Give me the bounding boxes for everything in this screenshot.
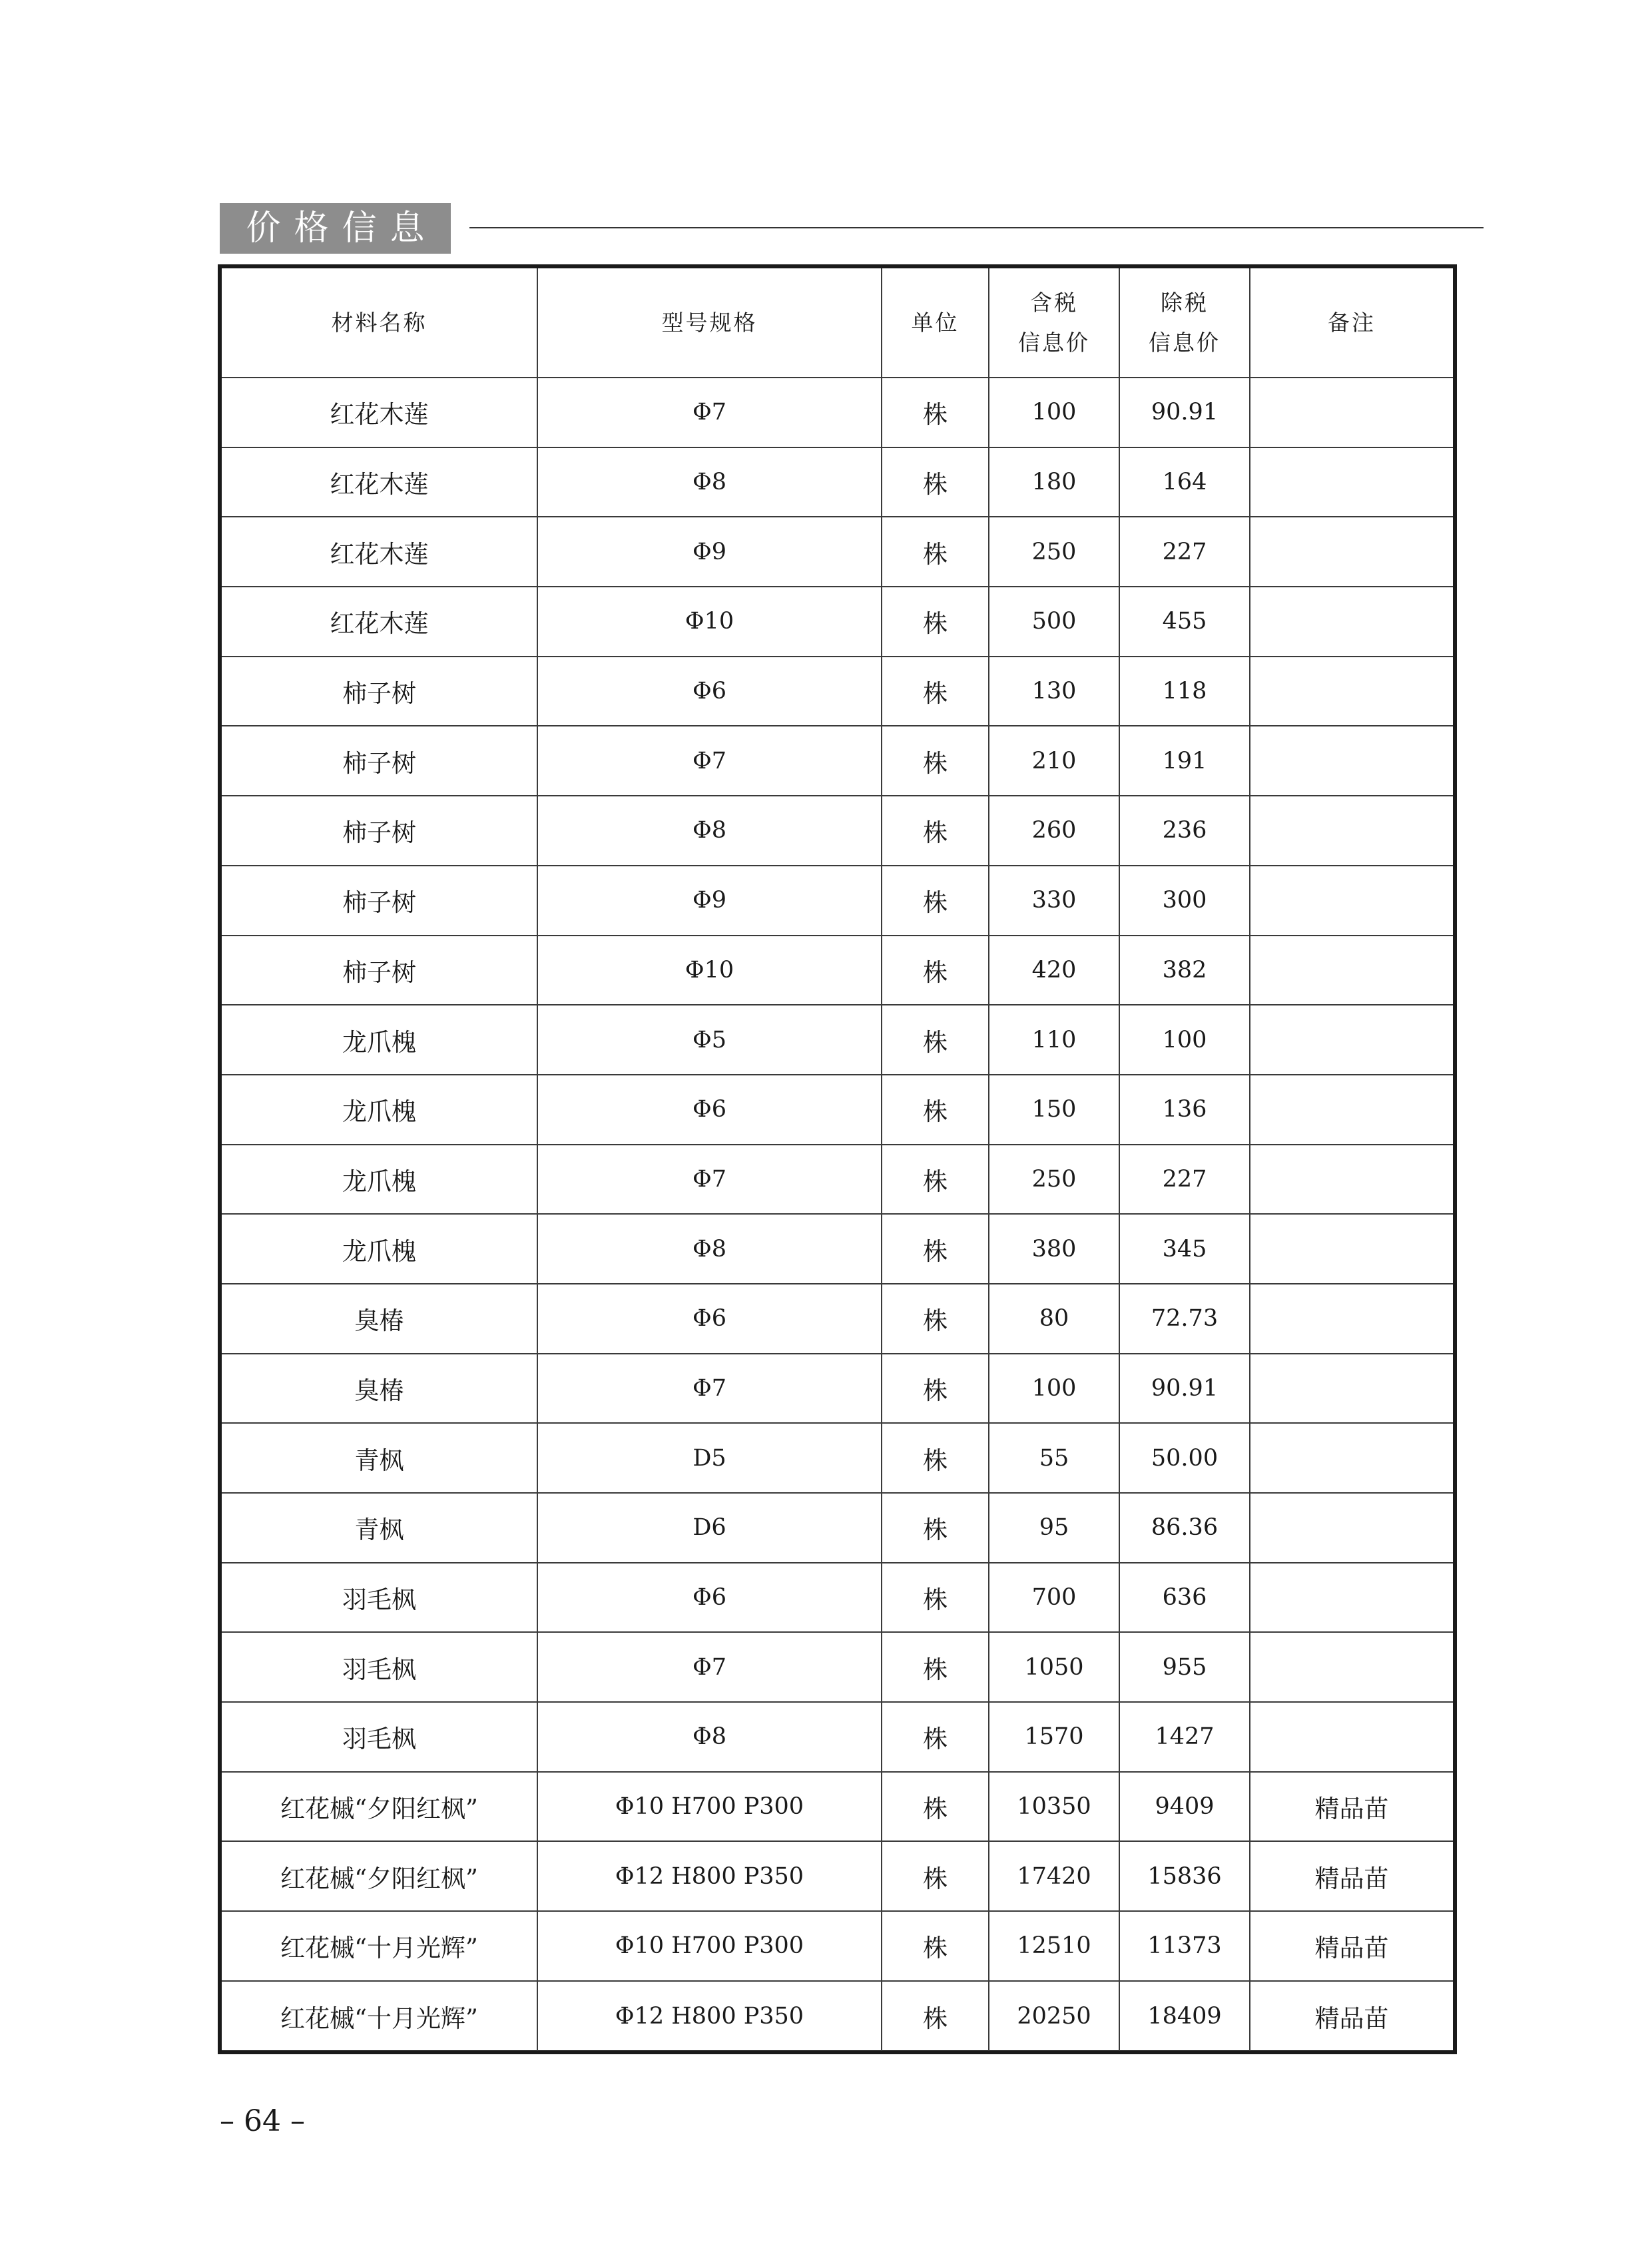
- cell-tax-incl-price: 150: [989, 1075, 1119, 1145]
- cell-tax-excl-price: 18409: [1119, 1981, 1250, 2051]
- cell-tax-incl-price: 260: [989, 796, 1119, 866]
- cell-spec: Φ7: [537, 1632, 882, 1702]
- table-row: [222, 447, 1453, 517]
- cell-unit: 株: [882, 1632, 989, 1702]
- cell-note: [1250, 587, 1453, 657]
- cell-note: 精品苗: [1250, 1911, 1453, 1981]
- cell-note: 精品苗: [1250, 1841, 1453, 1911]
- cell-note: [1250, 1563, 1453, 1633]
- cell-tax-incl-price: 1570: [989, 1702, 1119, 1772]
- cell-name: 红花木莲: [222, 447, 537, 517]
- column-header-name: 材料名称: [222, 268, 537, 378]
- cell-tax-incl-price: 330: [989, 866, 1119, 936]
- cell-tax-excl-price: 164: [1119, 447, 1250, 517]
- cell-tax-excl-price: 50.00: [1119, 1423, 1250, 1493]
- cell-tax-incl-price: 210: [989, 726, 1119, 796]
- table-header-row: [222, 268, 1453, 378]
- table-row: [222, 378, 1453, 447]
- cell-note: [1250, 657, 1453, 726]
- cell-spec: Φ6: [537, 1563, 882, 1633]
- cell-spec: Φ7: [537, 1145, 882, 1215]
- table-body: [222, 378, 1453, 2051]
- cell-note: [1250, 866, 1453, 936]
- cell-unit: 株: [882, 657, 989, 726]
- cell-tax-excl-price: 345: [1119, 1214, 1250, 1284]
- table-row: [222, 1911, 1453, 1981]
- cell-spec: Φ12 H800 P350: [537, 1981, 882, 2051]
- cell-tax-incl-price: 55: [989, 1423, 1119, 1493]
- column-header-tax-excl-line2: 信息价: [1149, 329, 1221, 356]
- cell-spec: Φ5: [537, 1005, 882, 1075]
- cell-spec: Φ10: [537, 936, 882, 1005]
- cell-tax-incl-price: 12510: [989, 1911, 1119, 1981]
- column-header-tax-incl-line1: 含税: [1030, 289, 1078, 316]
- cell-spec: Φ7: [537, 726, 882, 796]
- cell-spec: D5: [537, 1423, 882, 1493]
- cell-tax-incl-price: 420: [989, 936, 1119, 1005]
- cell-spec: Φ8: [537, 1702, 882, 1772]
- cell-spec: D6: [537, 1493, 882, 1563]
- column-header-unit: 单位: [882, 268, 989, 378]
- cell-unit: 株: [882, 1981, 989, 2051]
- cell-tax-excl-price: 9409: [1119, 1772, 1250, 1842]
- cell-tax-incl-price: 500: [989, 587, 1119, 657]
- cell-tax-excl-price: 90.91: [1119, 1354, 1250, 1424]
- cell-note: [1250, 1423, 1453, 1493]
- column-header-tax-incl: [989, 268, 1119, 378]
- cell-tax-excl-price: 191: [1119, 726, 1250, 796]
- cell-spec: Φ8: [537, 796, 882, 866]
- cell-spec: Φ9: [537, 866, 882, 936]
- cell-name: 红花木莲: [222, 517, 537, 587]
- cell-tax-incl-price: 700: [989, 1563, 1119, 1633]
- section-header: [220, 203, 1484, 254]
- cell-note: [1250, 796, 1453, 866]
- cell-tax-incl-price: 17420: [989, 1841, 1119, 1911]
- cell-note: [1250, 1214, 1453, 1284]
- table-row: [222, 1981, 1453, 2051]
- cell-name: 柿子树: [222, 796, 537, 866]
- cell-spec: Φ12 H800 P350: [537, 1841, 882, 1911]
- column-header-tax-incl-line2: 信息价: [1018, 329, 1090, 356]
- cell-unit: 株: [882, 1354, 989, 1424]
- cell-tax-excl-price: 86.36: [1119, 1493, 1250, 1563]
- cell-name: 羽毛枫: [222, 1702, 537, 1772]
- cell-unit: 株: [882, 1841, 989, 1911]
- cell-name: 红花槭“夕阳红枫”: [222, 1841, 537, 1911]
- cell-spec: Φ10 H700 P300: [537, 1772, 882, 1842]
- cell-note: [1250, 447, 1453, 517]
- cell-unit: 株: [882, 517, 989, 587]
- cell-tax-incl-price: 95: [989, 1493, 1119, 1563]
- cell-tax-incl-price: 20250: [989, 1981, 1119, 2051]
- cell-spec: Φ6: [537, 1075, 882, 1145]
- price-table-frame: [218, 264, 1457, 2054]
- cell-tax-incl-price: 80: [989, 1284, 1119, 1354]
- cell-note: [1250, 1005, 1453, 1075]
- cell-name: 红花木莲: [222, 587, 537, 657]
- cell-spec: Φ9: [537, 517, 882, 587]
- table-row: [222, 517, 1453, 587]
- cell-tax-excl-price: 227: [1119, 1145, 1250, 1215]
- cell-name: 羽毛枫: [222, 1632, 537, 1702]
- cell-spec: Φ8: [537, 1214, 882, 1284]
- cell-tax-incl-price: 180: [989, 447, 1119, 517]
- cell-note: [1250, 517, 1453, 587]
- cell-tax-excl-price: 455: [1119, 587, 1250, 657]
- cell-tax-incl-price: 110: [989, 1005, 1119, 1075]
- cell-tax-excl-price: 118: [1119, 657, 1250, 726]
- cell-note: 精品苗: [1250, 1772, 1453, 1842]
- cell-spec: Φ10 H700 P300: [537, 1911, 882, 1981]
- cell-unit: 株: [882, 796, 989, 866]
- cell-note: [1250, 1075, 1453, 1145]
- cell-unit: 株: [882, 1423, 989, 1493]
- cell-note: [1250, 1354, 1453, 1424]
- table-row: [222, 657, 1453, 726]
- cell-spec: Φ7: [537, 1354, 882, 1424]
- table-row: [222, 726, 1453, 796]
- cell-name: 柿子树: [222, 866, 537, 936]
- column-header-spec: 型号规格: [537, 268, 882, 378]
- cell-tax-incl-price: 130: [989, 657, 1119, 726]
- table-row: [222, 1075, 1453, 1145]
- cell-name: 臭椿: [222, 1284, 537, 1354]
- cell-unit: 株: [882, 1075, 989, 1145]
- cell-note: [1250, 936, 1453, 1005]
- cell-tax-excl-price: 382: [1119, 936, 1250, 1005]
- section-divider: [469, 227, 1484, 228]
- cell-unit: 株: [882, 1911, 989, 1981]
- cell-tax-excl-price: 227: [1119, 517, 1250, 587]
- cell-unit: 株: [882, 936, 989, 1005]
- price-table: [222, 268, 1453, 2051]
- cell-name: 红花木莲: [222, 378, 537, 447]
- cell-unit: 株: [882, 587, 989, 657]
- cell-note: [1250, 1493, 1453, 1563]
- cell-tax-incl-price: 1050: [989, 1632, 1119, 1702]
- table-row: [222, 1702, 1453, 1772]
- column-header-tax-excl-line1: 除税: [1161, 289, 1209, 316]
- cell-name: 青枫: [222, 1423, 537, 1493]
- column-header-tax-excl: [1119, 268, 1250, 378]
- table-row: [222, 796, 1453, 866]
- cell-unit: 株: [882, 866, 989, 936]
- cell-tax-excl-price: 100: [1119, 1005, 1250, 1075]
- cell-name: 红花槭“十月光辉”: [222, 1981, 537, 2051]
- cell-tax-incl-price: 250: [989, 517, 1119, 587]
- cell-tax-incl-price: 100: [989, 1354, 1119, 1424]
- table-row: [222, 1563, 1453, 1633]
- cell-note: [1250, 726, 1453, 796]
- cell-name: 青枫: [222, 1493, 537, 1563]
- cell-note: [1250, 1632, 1453, 1702]
- cell-unit: 株: [882, 1214, 989, 1284]
- cell-tax-excl-price: 955: [1119, 1632, 1250, 1702]
- cell-unit: 株: [882, 1284, 989, 1354]
- cell-tax-excl-price: 72.73: [1119, 1284, 1250, 1354]
- cell-unit: 株: [882, 1493, 989, 1563]
- cell-unit: 株: [882, 1005, 989, 1075]
- cell-note: [1250, 378, 1453, 447]
- table-row: [222, 1005, 1453, 1075]
- cell-name: 龙爪槐: [222, 1005, 537, 1075]
- table-row: [222, 1284, 1453, 1354]
- cell-note: [1250, 1702, 1453, 1772]
- table-row: [222, 1493, 1453, 1563]
- page-number: – 64 –: [220, 2104, 305, 2138]
- table-row: [222, 1632, 1453, 1702]
- cell-unit: 株: [882, 1772, 989, 1842]
- cell-spec: Φ8: [537, 447, 882, 517]
- cell-unit: 株: [882, 1145, 989, 1215]
- cell-unit: 株: [882, 1563, 989, 1633]
- cell-note: 精品苗: [1250, 1981, 1453, 2051]
- cell-note: [1250, 1145, 1453, 1215]
- table-row: [222, 936, 1453, 1005]
- table-row: [222, 1841, 1453, 1911]
- table-row: [222, 866, 1453, 936]
- cell-name: 龙爪槐: [222, 1075, 537, 1145]
- cell-tax-incl-price: 250: [989, 1145, 1119, 1215]
- cell-tax-excl-price: 11373: [1119, 1911, 1250, 1981]
- cell-tax-excl-price: 636: [1119, 1563, 1250, 1633]
- cell-name: 红花槭“十月光辉”: [222, 1911, 537, 1981]
- cell-name: 龙爪槐: [222, 1145, 537, 1215]
- cell-unit: 株: [882, 447, 989, 517]
- cell-tax-excl-price: 236: [1119, 796, 1250, 866]
- cell-tax-excl-price: 15836: [1119, 1841, 1250, 1911]
- cell-tax-incl-price: 380: [989, 1214, 1119, 1284]
- cell-spec: Φ7: [537, 378, 882, 447]
- cell-name: 柿子树: [222, 657, 537, 726]
- cell-tax-excl-price: 136: [1119, 1075, 1250, 1145]
- table-row: [222, 1214, 1453, 1284]
- cell-tax-excl-price: 1427: [1119, 1702, 1250, 1772]
- column-header-note: 备注: [1250, 268, 1453, 378]
- cell-spec: Φ10: [537, 587, 882, 657]
- cell-note: [1250, 1284, 1453, 1354]
- table-row: [222, 1354, 1453, 1424]
- cell-name: 龙爪槐: [222, 1214, 537, 1284]
- cell-tax-incl-price: 100: [989, 378, 1119, 447]
- table-row: [222, 1145, 1453, 1215]
- table-row: [222, 587, 1453, 657]
- cell-spec: Φ6: [537, 657, 882, 726]
- cell-name: 红花槭“夕阳红枫”: [222, 1772, 537, 1842]
- cell-tax-incl-price: 10350: [989, 1772, 1119, 1842]
- table-row: [222, 1423, 1453, 1493]
- cell-spec: Φ6: [537, 1284, 882, 1354]
- cell-name: 羽毛枫: [222, 1563, 537, 1633]
- cell-unit: 株: [882, 1702, 989, 1772]
- cell-name: 柿子树: [222, 726, 537, 796]
- cell-name: 臭椿: [222, 1354, 537, 1424]
- cell-name: 柿子树: [222, 936, 537, 1005]
- section-title: 价格信息: [220, 203, 451, 254]
- cell-tax-excl-price: 90.91: [1119, 378, 1250, 447]
- cell-tax-excl-price: 300: [1119, 866, 1250, 936]
- cell-unit: 株: [882, 726, 989, 796]
- table-row: [222, 1772, 1453, 1842]
- cell-unit: 株: [882, 378, 989, 447]
